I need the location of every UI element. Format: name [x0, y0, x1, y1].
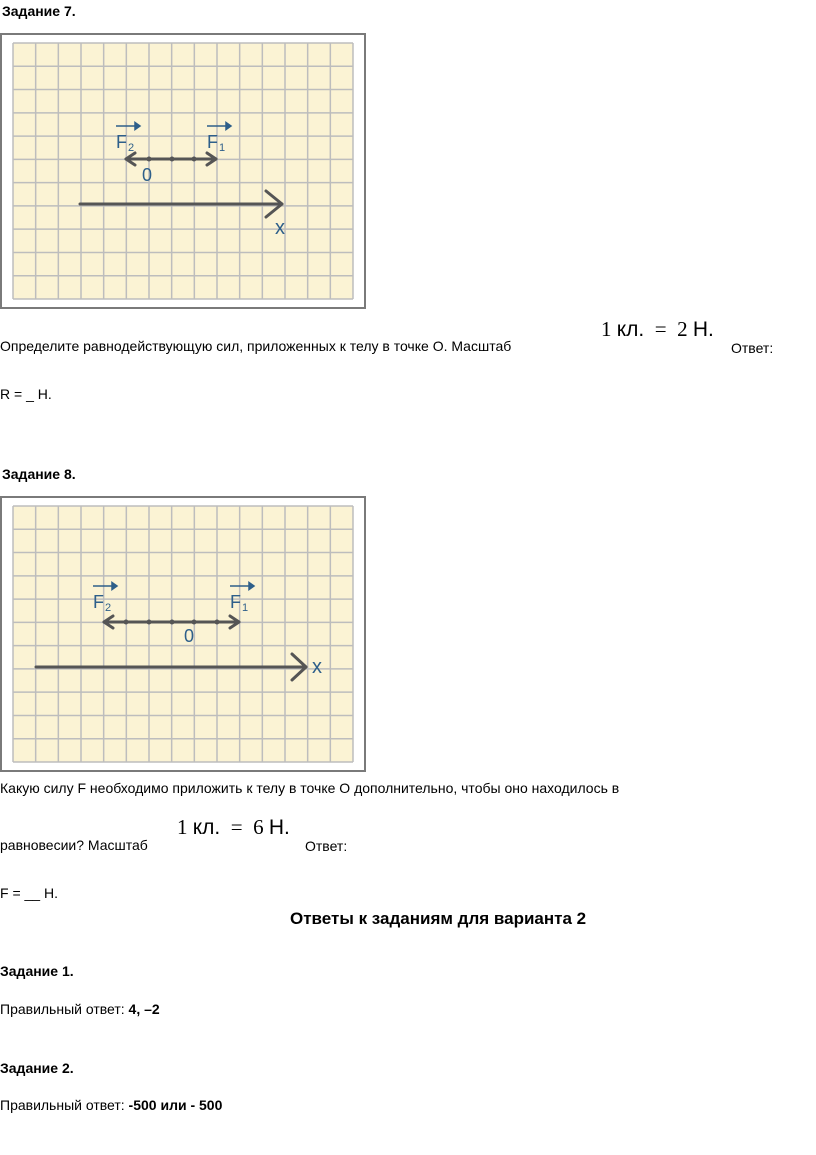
task8-axis-label: x	[312, 656, 322, 678]
svg-text:2: 2	[105, 602, 112, 614]
task7-figure	[0, 33, 366, 309]
task7-scale: 1 кл. = 2 Н.	[601, 317, 714, 341]
answer1-value: 4, –2	[128, 1001, 160, 1017]
task8-title: Задание 8.	[2, 466, 76, 482]
answer2-title: Задание 2.	[0, 1060, 74, 1076]
answer1-line: Правильный ответ: 4, –2	[0, 1001, 160, 1017]
task7-title: Задание 7.	[2, 3, 76, 19]
answers-heading: Ответы к заданиям для варианта 2	[290, 909, 587, 928]
answer1-title: Задание 1.	[0, 963, 74, 979]
task8-figure	[0, 496, 366, 772]
svg-text:2: 2	[128, 142, 135, 154]
answer2-value: -500 или - 500	[128, 1097, 223, 1113]
task8-f2-label: F	[93, 592, 104, 612]
task8-f1-label: F	[230, 592, 241, 612]
task8-question-line2: равновесии? Масштаб	[0, 837, 148, 853]
answer2-line: Правильный ответ: -500 или - 500	[0, 1097, 223, 1113]
task7-question: Определите равнодействующую сил, приложенных к телу в точке О. Масштаб	[0, 338, 512, 354]
task8-answer-line: F = __ Н.	[0, 885, 58, 901]
task7-origin-label: 0	[142, 165, 153, 185]
svg-text:1: 1	[242, 602, 249, 614]
task7-f1-label: F	[207, 132, 218, 152]
task8-origin-label: 0	[184, 626, 195, 646]
task8-question-line1: Какую силу F необходимо приложить к телу в точке О дополнительно, чтобы оно находилось в	[0, 780, 620, 796]
task8-answer-label: Ответ:	[305, 838, 348, 854]
task8-scale: 1 кл. = 6 Н.	[177, 815, 290, 839]
task7-axis-label: x	[275, 217, 285, 239]
task7-answer-label: Ответ:	[731, 340, 774, 356]
svg-text:1: 1	[219, 142, 226, 154]
task7-answer-line: R = _ Н.	[0, 386, 52, 402]
task7-f2-label: F	[116, 132, 127, 152]
